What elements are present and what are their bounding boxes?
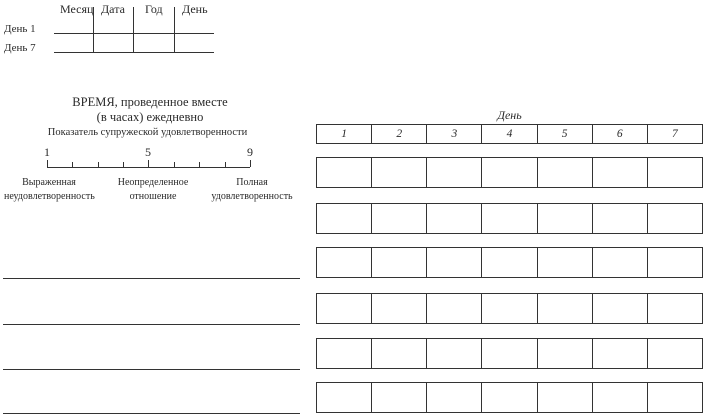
day-entry-cell[interactable] [372,339,427,369]
day-header-cell: 2 [372,125,427,144]
day-header-table [316,124,703,144]
scale-number-1: 1 [44,145,50,159]
day-entry-row [316,203,703,234]
scale-right-line2: удовлетворенность [211,191,293,202]
scale-title: Показатель супружеской удовлетворенности [47,127,248,138]
day7-weekday-field[interactable] [175,40,214,52]
day-entry-cell[interactable] [482,294,537,324]
day-header-cell: 5 [537,125,592,144]
day7-month-field[interactable] [54,40,93,52]
day-entry-cell[interactable] [427,294,482,324]
day1-date-field[interactable] [94,21,133,33]
day7-year-field[interactable] [134,40,174,52]
day-entry-cell[interactable] [372,248,427,278]
day-header-cell: 3 [427,125,482,144]
day-entry-cell[interactable] [482,158,537,188]
day-entry-cell[interactable] [317,383,372,413]
day-header-cell: 1 [317,125,372,144]
day-entry-cell[interactable] [592,158,647,188]
day-entry-cell[interactable] [372,158,427,188]
day-entry-cell[interactable] [482,248,537,278]
day-entry-cell[interactable] [592,204,647,234]
day-header-cell: 4 [482,125,537,144]
scale-left-label [4,176,94,204]
day-entry-cell[interactable] [482,339,537,369]
day7-date-field[interactable] [94,40,133,52]
day-entry-row [316,157,703,188]
scale-tick [123,162,124,167]
scale-left-line2: неудовлетворенность [4,191,95,202]
day-entry-cell[interactable] [427,248,482,278]
day-entry-cell[interactable] [372,294,427,324]
day-entry-cell[interactable] [372,383,427,413]
day-entry-cell[interactable] [647,383,702,413]
day-entry-cell[interactable] [317,339,372,369]
scale-number-9: 9 [247,145,253,159]
day-entry-row [316,382,703,413]
day-header-cell: 7 [647,125,702,144]
scale-tick [199,162,200,167]
title-line-2: (в часах) ежедневно [96,110,204,124]
day-header-cell: 6 [592,125,647,144]
day-entry-cell[interactable] [592,339,647,369]
year-header: Год [145,2,163,16]
day-entry-row [316,247,703,278]
day-entry-cell[interactable] [647,158,702,188]
date-header: Дата [101,2,125,16]
day-entry-cell[interactable] [372,204,427,234]
weekday-header: День [182,2,208,16]
day-entry-cell[interactable] [647,294,702,324]
day1-label: День 1 [4,23,36,35]
scale-right-label [207,176,297,204]
day-entry-cell[interactable] [537,383,592,413]
day-grid-title: День [497,108,522,122]
entry-line[interactable] [3,413,300,414]
day-entry-cell[interactable] [427,158,482,188]
day-entry-cell[interactable] [317,248,372,278]
entry-line[interactable] [3,278,300,279]
scale-line[interactable] [47,167,250,168]
day-entry-cell[interactable] [647,204,702,234]
day7-line [54,52,214,53]
day1-year-field[interactable] [134,21,174,33]
scale-tick [174,162,175,167]
day-entry-cell[interactable] [482,204,537,234]
scale-number-5: 5 [145,145,151,159]
day-entry-cell[interactable] [537,339,592,369]
scale-tick [47,160,48,167]
scale-tick [250,160,251,167]
day-entry-cell[interactable] [482,383,537,413]
scale-tick [225,162,226,167]
scale-tick [148,160,149,167]
day-entry-cell[interactable] [317,204,372,234]
day-entry-row [316,293,703,324]
day-entry-cell[interactable] [427,339,482,369]
day-entry-cell[interactable] [427,383,482,413]
day-entry-cell[interactable] [647,248,702,278]
entry-line[interactable] [3,369,300,370]
day-entry-cell[interactable] [537,248,592,278]
day-entry-row [316,338,703,369]
day1-weekday-field[interactable] [175,21,214,33]
day1-month-field[interactable] [54,21,93,33]
scale-mid-label [108,176,198,204]
day-entry-cell[interactable] [592,248,647,278]
scale-tick [72,162,73,167]
day-entry-cell[interactable] [537,204,592,234]
day-entry-cell[interactable] [537,158,592,188]
day-entry-cell[interactable] [317,294,372,324]
day-entry-cell[interactable] [592,294,647,324]
entry-line[interactable] [3,324,300,325]
scale-tick [98,162,99,167]
scale-mid-line1: Неопределенное [117,177,189,188]
day-entry-cell[interactable] [647,339,702,369]
day-entry-cell[interactable] [427,204,482,234]
scale-left-line1: Выраженная [22,177,76,188]
scale-right-line1: Полная [236,177,268,188]
scale-mid-line2: отношение [129,191,177,202]
day1-line [54,33,214,34]
day-entry-cell[interactable] [537,294,592,324]
day-entry-cell[interactable] [592,383,647,413]
title-line-1: ВРЕМЯ, проведенное вместе [72,95,228,109]
time-together-title [30,95,270,125]
month-header: Месяц [60,2,94,16]
day-entry-cell[interactable] [317,158,372,188]
day7-label: День 7 [4,42,36,54]
